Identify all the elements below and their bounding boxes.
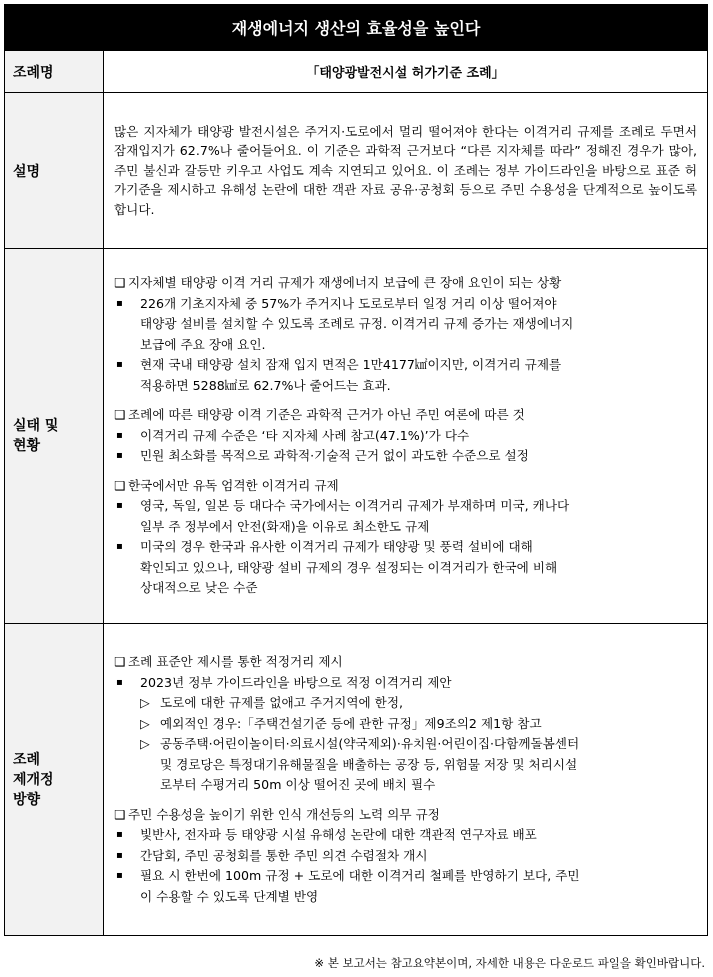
bullet-icon: ▪ — [116, 829, 123, 840]
ordinance-name-row — [5, 51, 708, 93]
bullet-icon: ▪ — [116, 870, 123, 881]
report-sheet — [4, 4, 708, 936]
status-bullet-text — [140, 355, 561, 396]
direction-bullet-line: 간담회, 주민 공청회를 통한 주민 의견 수렴절차 개시 — [140, 847, 428, 863]
bullet-icon: ▪ — [116, 359, 123, 371]
direction-heading-1-text: 조례 표준안 제시를 통한 적정거리 제시 — [128, 654, 343, 669]
bullet-icon: ▪ — [116, 297, 123, 309]
description-cell — [104, 93, 708, 249]
bullet-icon: ▪ — [116, 429, 123, 441]
direction-heading-2 — [114, 805, 697, 826]
direction-label — [5, 624, 104, 936]
direction-subitems — [114, 693, 697, 796]
direction-heading-1 — [114, 652, 697, 673]
ordinance-name: 「태양광발전시설 허가기준 조례」 — [104, 51, 708, 93]
direction-subitem-line: 로부터 수평거리 50m 이상 떨어진 곳에 배치 필수 — [160, 777, 436, 792]
bullet-icon: ▪ — [116, 450, 123, 462]
direction-subitem — [114, 714, 697, 735]
bullet-icon: ▪ — [116, 676, 123, 688]
page-title: 재생에너지 생산의 효율성을 높인다 — [4, 4, 708, 50]
description-label: 설명 — [5, 93, 104, 249]
direction-subitem-line: 도로에 대한 규제를 없애고 주거지역에 한정, — [160, 695, 403, 710]
triangle-marker-icon: ▷ — [140, 736, 150, 751]
status-bullet — [114, 537, 697, 599]
status-bullet-line: 현재 국내 태양광 설치 잠재 입지 면적은 1만4177㎢이지만, 이격거리 규제를 — [140, 357, 562, 373]
status-label-line-2: 현황 — [13, 438, 41, 454]
status-bullet-line: 확인되고 있으나, 태양광 설비 규제의 경우 설정되는 이격거리가 한국에 비해 — [140, 559, 558, 575]
status-heading-line: 조례에 따른 태양광 이격 기준은 과학적 근거가 아닌 주민 여론에 따른 것 — [128, 407, 525, 423]
square-marker-icon: ❑ — [114, 407, 126, 423]
status-heading-text — [128, 273, 561, 294]
square-marker-icon: ❑ — [114, 806, 126, 822]
direction-heading-2-text: 주민 수용성을 높이기 위한 인식 개선등의 노력 의무 규정 — [128, 806, 440, 822]
ordinance-label: 조례명 — [5, 51, 104, 93]
direction-bullet-1 — [114, 673, 697, 694]
direction-bullet — [114, 846, 697, 867]
status-bullet-line: 미국의 경우 한국과 유사한 이격거리 규제가 태양광 및 풍력 설비에 대해 — [140, 539, 533, 555]
status-bullet — [114, 426, 697, 447]
status-bullet-line: 태양광 설비를 설치할 수 있도록 조례로 규정. 이격거리 규제 증가는 재생에너지 — [140, 316, 574, 332]
direction-body — [114, 652, 697, 907]
status-heading — [114, 405, 697, 426]
status-heading-line: 지자체별 태양광 이격 거리 규제가 재생에너지 보급에 큰 장애 요인이 되는 상황 — [128, 275, 562, 291]
direction-bullet — [114, 825, 697, 846]
status-bullet — [114, 355, 697, 396]
status-bullet-text — [140, 446, 529, 467]
square-marker-icon: ❑ — [114, 477, 126, 493]
status-heading — [114, 476, 697, 497]
direction-bullet — [114, 866, 697, 907]
direction-row — [5, 624, 708, 936]
direction-bullet-text — [140, 825, 537, 846]
direction-label-line-3: 방향 — [13, 791, 41, 808]
status-bullet-line: 보급에 주요 장애 요인. — [140, 336, 266, 352]
direction-subitem-text — [160, 693, 403, 714]
triangle-marker-icon: ▷ — [140, 715, 150, 731]
status-cell — [104, 249, 708, 624]
direction-bullet-text — [140, 846, 428, 867]
status-bullet — [114, 446, 697, 467]
footnote: ※ 본 보고서는 참고요약본이며, 자세한 내용은 다운로드 파일을 확인바랍니다. — [314, 956, 705, 970]
direction-subitem-text — [160, 734, 579, 796]
direction-subitem-line: 예외적인 경우:「주택건설기준 등에 관한 규정」제9조의2 제1항 참고 — [160, 715, 542, 731]
direction-bullet-line: 빛반사, 전자파 등 태양광 시설 유해성 논란에 대한 객관적 연구자료 배포 — [140, 827, 537, 842]
direction-label-line-1: 조례 — [13, 751, 41, 768]
direction-bullet-line: 이 수용할 수 있도록 단계별 반영 — [140, 888, 319, 904]
square-marker-icon: ❑ — [114, 275, 126, 291]
status-row — [5, 249, 708, 624]
status-bullet-text — [140, 426, 469, 447]
status-bullet-text — [140, 537, 557, 599]
bullet-icon: ▪ — [116, 541, 123, 553]
status-label-line-1: 실태 및 — [13, 418, 59, 434]
direction-subitem-text — [160, 714, 542, 735]
direction-subitem — [114, 734, 697, 796]
status-bullet — [114, 496, 697, 537]
status-bullet-line: 일부 주 정부에서 안전(화재)을 이유로 최소한도 규제 — [140, 518, 430, 534]
direction-subitem-line: 및 경로당은 특정대기유해물질을 배출하는 공장 등, 위험물 저장 및 처리시설 — [160, 756, 578, 772]
status-bullet-line: 민원 최소화를 목적으로 과학적·기술적 근거 없이 과도한 수준으로 설정 — [140, 448, 529, 464]
status-heading — [114, 273, 697, 294]
status-bullet-line: 상대적으로 낮은 수준 — [140, 580, 258, 596]
status-label — [5, 249, 104, 624]
status-bullet — [114, 294, 697, 356]
direction-subitem-line: 공동주택·어린이놀이터·의료시설(약국제외)·유치원·어린이집·다함께돌봄센터 — [160, 736, 580, 751]
status-bullet-line: 226개 기초지자체 중 57%가 주거지나 도로로부터 일정 거리 이상 떨어져야 — [140, 295, 557, 311]
description-row — [5, 93, 708, 249]
status-bullet-line: 적용하면 5288㎢로 62.7%나 줄어드는 효과. — [140, 377, 391, 393]
status-body — [114, 273, 697, 599]
status-bullet-line: 이격거리 규제 수준은 ‘타 지자체 사례 참고(47.1%)’가 다수 — [140, 427, 470, 443]
direction-bullets-2 — [114, 825, 697, 907]
ordinance-table — [4, 50, 708, 936]
bullet-icon: ▪ — [116, 849, 123, 861]
status-bullet-text — [140, 496, 569, 537]
direction-subitem — [114, 693, 697, 714]
status-heading-text — [128, 476, 339, 497]
direction-bullet-text — [140, 866, 580, 907]
direction-bullet-1-text: 2023년 정부 가이드라인을 바탕으로 적정 이격거리 제안 — [140, 674, 452, 690]
status-heading-text — [128, 405, 525, 426]
triangle-marker-icon: ▷ — [140, 695, 150, 710]
description-text: 많은 지자체가 태양광 발전시설은 주거지·도로에서 멀리 떨어져야 한다는 이격거리 규제를 조례로 두면서 잠재입지가 62.7%나 줄어들어요. 이 기준은 과학적 근거보다 “다른 지자체를 따라” 정해진 경우가 많아, 주민 불신과 갈등만 키우고 사업도 계속 지연되고 있어요. 이 조례는 정부 가이드라인을 바탕으로 표준 허가기준을 제시하고 유해성 논란에 대한 객관 자료 공유·공청회 등으로 주민 수용성을 단계적으로 높이도록 합니다. — [114, 123, 697, 217]
status-bullet-line: 영국, 독일, 일본 등 대다수 국가에서는 이격거리 규제가 부재하며 미국, 캐나다 — [140, 498, 570, 514]
status-bullet-text — [140, 294, 573, 356]
status-heading-line: 한국에서만 유독 엄격한 이격거리 규제 — [128, 477, 339, 493]
square-marker-icon: ❑ — [114, 654, 126, 669]
direction-bullet-line: 필요 시 한번에 100m 규정 + 도로에 대한 이격거리 철폐를 반영하기 보다, 주민 — [140, 868, 580, 883]
direction-cell — [104, 624, 708, 936]
bullet-icon: ▪ — [116, 500, 123, 512]
direction-label-line-2: 제개정 — [13, 771, 54, 788]
